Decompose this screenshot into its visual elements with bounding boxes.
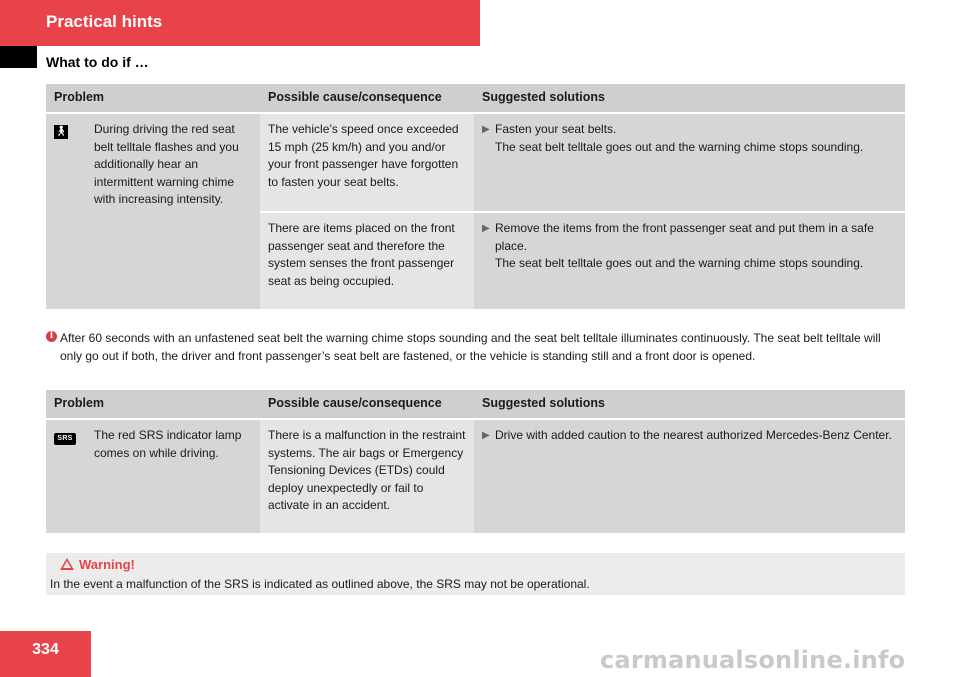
srs-indicator-icon: SRS bbox=[54, 433, 76, 445]
solution-cell bbox=[474, 212, 905, 309]
cause-cell: There is a malfunction in the restraint systems. The air bags or Emergency Tensioning Devices (ETDs) could deploy unexpectedly or fail to activate in an accident. bbox=[260, 419, 474, 533]
cause-cell: There are items placed on the front passenger seat and therefore the system senses the front passenger seat as being occupied. bbox=[260, 212, 474, 309]
seatbelt-telltale-icon: 🚶︎ bbox=[54, 126, 68, 137]
solution-note: The seat belt telltale goes out and the warning chime stops sounding. bbox=[495, 139, 864, 154]
problem-cell bbox=[46, 419, 260, 533]
problem-cell bbox=[46, 113, 260, 309]
table-header-row bbox=[46, 390, 905, 419]
info-icon: i bbox=[46, 331, 57, 342]
solution-note: The seat belt telltale goes out and the warning chime stops sounding. bbox=[495, 256, 864, 270]
solution-cell bbox=[474, 419, 905, 533]
solution-text: Fasten your seat belts. bbox=[495, 122, 617, 136]
header-solution: Suggested solutions bbox=[474, 390, 905, 419]
header-problem: Problem bbox=[46, 84, 260, 113]
arrow-right-icon: ▶ bbox=[482, 430, 490, 441]
header-bar bbox=[0, 0, 480, 46]
section-heading: What to do if … bbox=[46, 54, 149, 70]
header-cause: Possible cause/consequence bbox=[260, 84, 474, 113]
seatbelt-table bbox=[46, 84, 905, 309]
warning-box bbox=[46, 553, 905, 595]
header-problem: Problem bbox=[46, 390, 260, 419]
watermark: carmanualsonline.info bbox=[600, 646, 906, 674]
cause-cell: The vehicle’s speed once exceeded 15 mph (25 km/h) and you and/or your front passenger have forgotten to fasten your seat belts. bbox=[260, 113, 474, 212]
table-row bbox=[46, 419, 905, 533]
page-number: 334 bbox=[32, 641, 59, 658]
warning-heading bbox=[60, 557, 135, 572]
solution-text: Remove the items from the front passenger seat and put them in a safe place. bbox=[495, 221, 874, 253]
header-cause: Possible cause/consequence bbox=[260, 390, 474, 419]
problem-text: The red SRS indicator lamp comes on while driving. bbox=[94, 428, 242, 460]
warning-triangle-icon bbox=[60, 558, 74, 570]
solution-text: Drive with added caution to the nearest authorized Mercedes-Benz Center. bbox=[495, 428, 892, 442]
table-header-row bbox=[46, 84, 905, 113]
problem-text: During driving the red seat belt telltale flashes and you additionally hear an intermittent warning chime with increasing intensity. bbox=[94, 122, 239, 206]
page-number-box bbox=[0, 631, 91, 677]
solution-cell bbox=[474, 113, 905, 212]
arrow-right-icon: ▶ bbox=[482, 223, 490, 234]
warning-title: Warning! bbox=[79, 557, 135, 572]
arrow-right-icon: ▶ bbox=[482, 124, 490, 135]
header-solution: Suggested solutions bbox=[474, 84, 905, 113]
info-text: After 60 seconds with an unfastened seat belt the warning chime stops sounding and the seat belt telltale illuminates continuously. The seat belt telltale will only go out if both, the driver and front passenger’s seat belt are fastened, or the vehicle is standing still and a front door is opened. bbox=[60, 331, 881, 363]
info-note bbox=[46, 329, 906, 365]
srs-table bbox=[46, 390, 905, 533]
section-marker bbox=[0, 46, 37, 68]
chapter-title: Practical hints bbox=[46, 12, 163, 31]
table-row bbox=[46, 113, 905, 212]
warning-text: In the event a malfunction of the SRS is indicated as outlined above, the SRS may not be operational. bbox=[50, 577, 590, 591]
